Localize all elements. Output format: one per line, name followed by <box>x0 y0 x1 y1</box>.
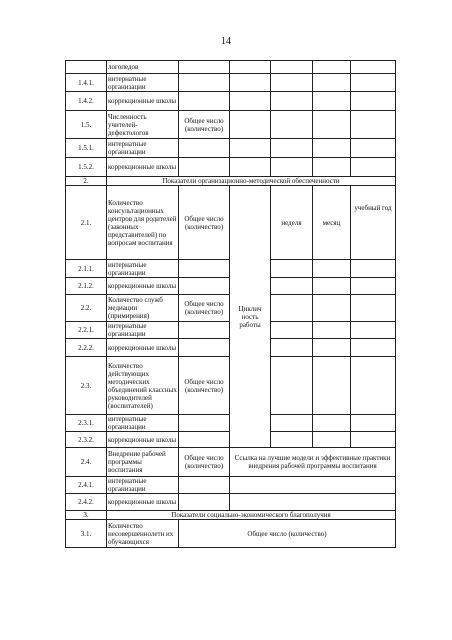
row-label: Численность учителей-дефектологов <box>107 111 179 139</box>
row-label: интернатные организации <box>107 139 179 158</box>
row-number: 1.5.2. <box>66 158 107 177</box>
measure-cell: Общее число (количество) <box>179 448 230 477</box>
period-week: неделя <box>271 186 313 260</box>
period-month: месяц <box>313 186 351 260</box>
row-label: Внедрение рабочей программы воспитания <box>107 448 179 477</box>
section-number: 3. <box>66 511 107 520</box>
measure-cell: Общее число (количество) <box>179 357 230 415</box>
section-header <box>66 511 396 520</box>
page-number: 14 <box>221 36 231 47</box>
table-row <box>66 477 396 494</box>
measure-cell: Общее число (количество) <box>179 520 396 548</box>
table-row <box>66 448 396 477</box>
row-number: 3.1. <box>66 520 107 548</box>
row-number: 2.2.2. <box>66 339 107 357</box>
row-label: Количество консультационных центров для родителей (законных представителей) по вопросам воспитания <box>107 186 179 260</box>
period-cell: Циклич ность работы <box>230 186 271 448</box>
row-number: 1.5.1. <box>66 139 107 158</box>
table-row <box>66 61 396 74</box>
row-label: логопедов <box>107 61 179 74</box>
table-row <box>66 520 396 548</box>
row-number: 2.3.1. <box>66 415 107 432</box>
row-number: 2.2.1. <box>66 322 107 339</box>
row-label: коррекционные школы <box>107 92 179 111</box>
indicator-table <box>65 60 396 548</box>
table-row <box>66 158 396 177</box>
section-title: Показатели социально-экономического благополучия <box>107 511 396 520</box>
row-number: 2.3.2. <box>66 432 107 448</box>
row-number: 2.1.2. <box>66 278 107 295</box>
row-number: 2.4.2. <box>66 494 107 511</box>
row-label: интернатные организации <box>107 415 179 432</box>
row-label: Количество служб медиации (примирения) <box>107 295 179 322</box>
section-number: 2. <box>66 177 107 186</box>
section-header <box>66 177 396 186</box>
table-row <box>66 111 396 139</box>
row-number: 2.2. <box>66 295 107 322</box>
measure-cell: Общее число (количество) <box>179 186 230 260</box>
row-number: 2.1. <box>66 186 107 260</box>
row-number: 2.4.1. <box>66 477 107 494</box>
row-number: 1.5. <box>66 111 107 139</box>
table-row <box>66 92 396 111</box>
table-row <box>66 74 396 92</box>
row-label: Количество несовершеннолетн их обучающихся <box>107 520 179 548</box>
section-title: Показатели организационно-методической обеспеченности <box>107 177 396 186</box>
measure-cell: Общее число (количество) <box>179 111 230 139</box>
row-label: коррекционные школы <box>107 158 179 177</box>
row-label: коррекционные школы <box>107 494 179 511</box>
row-number: 2.1.1. <box>66 260 107 278</box>
measure-cell: Общее число (количество) <box>179 295 230 322</box>
table-row <box>66 186 396 260</box>
row-number: 2.3. <box>66 357 107 415</box>
row-label: интернатные организации <box>107 322 179 339</box>
table-row <box>66 139 396 158</box>
links-cell: Ссылка на лучшие модели и эффективные практики внедрения рабочей программы воспитания <box>230 448 396 477</box>
row-label: интернатные организации <box>107 74 179 92</box>
row-label: коррекционные школы <box>107 339 179 357</box>
row-label: интернатные организации <box>107 260 179 278</box>
table-row <box>66 494 396 511</box>
row-number: 1.4.1. <box>66 74 107 92</box>
row-label: коррекционные школы <box>107 278 179 295</box>
row-label: интернатные организации <box>107 477 179 494</box>
row-number: 1.4.2. <box>66 92 107 111</box>
row-label: коррекционные школы <box>107 432 179 448</box>
period-year: учебный год <box>351 186 396 260</box>
row-number: 2.4. <box>66 448 107 477</box>
row-label: Количество действующих методических объединений классных руководителей (воспитателей) <box>107 357 179 415</box>
